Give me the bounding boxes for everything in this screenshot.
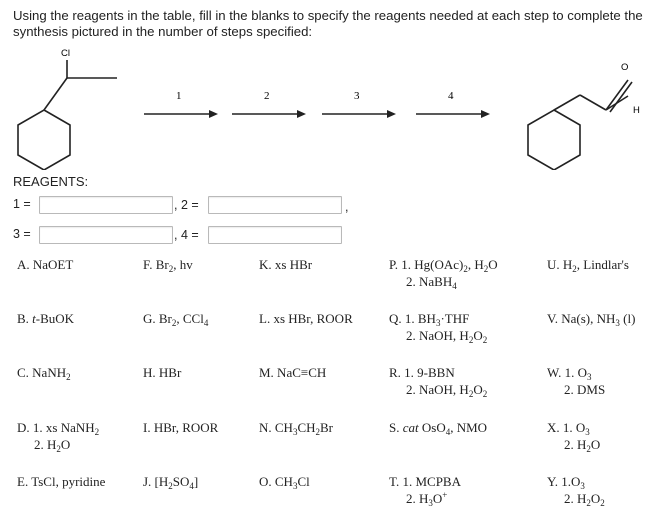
reagent-j: J. $[H_2SO_4]$	[143, 474, 199, 491]
reagent-s: S. cat OsO$_4$, NMO	[389, 420, 488, 437]
reagent-r: R. 1. 9-BBN 2. NaOH, $H_2O_2$	[389, 365, 488, 399]
blank-4-label: , 4 =	[174, 228, 199, 242]
reagent-m: M. NaC≡CH	[259, 365, 327, 380]
product	[528, 80, 632, 170]
reagent-t: T. 1. MCPBA 2. $H_3O^+$	[389, 474, 461, 508]
blank-3-input[interactable]	[39, 226, 173, 244]
oxygen-atom: O	[621, 62, 629, 73]
starting-material	[18, 60, 117, 170]
step-label-1: 1	[176, 90, 182, 102]
hydrogen-atom: H	[633, 105, 640, 116]
cyclohexane-ring-product	[528, 110, 580, 170]
reagent-f: F. $Br_2$, hv	[143, 257, 193, 274]
blank-1-label: 1 =	[13, 197, 31, 211]
reagent-o: O. $CH_3Cl$	[259, 474, 310, 491]
blank-2-input[interactable]	[208, 196, 342, 214]
reagent-b: B. t-BuOK	[17, 311, 75, 326]
blank-separator-comma: ,	[345, 200, 349, 214]
blank-3-label: 3 =	[13, 227, 31, 241]
reagent-e: E. TsCl, pyridine	[17, 474, 106, 489]
synthesis-scheme	[0, 40, 670, 170]
step-label-4: 4	[448, 90, 454, 102]
cyclohexane-ring-start	[18, 110, 70, 170]
reagent-c: C. NaNH$_2$	[17, 365, 71, 382]
reagent-v: V. Na(s), $NH_3$ (l)	[547, 311, 636, 328]
reagent-y: Y. $1.O_3$ 2. $H_2O_2$	[547, 474, 605, 508]
step-label-3: 3	[354, 90, 360, 102]
chlorine-atom: Cl	[61, 48, 70, 59]
question-text: Using the reagents in the table, fill in the blanks to specify the reagents needed at each step to complete the synthesis pictured in the number of steps specified:	[13, 8, 643, 39]
reagent-p: P. 1. $Hg(OAc)_2$, $H_2O$ 2. NaBH$_4$	[389, 257, 498, 291]
reagent-x: X. 1. $O_3$ 2. $H_2O$	[547, 420, 601, 454]
arrow-head-2	[297, 110, 306, 118]
arrow-head-4	[481, 110, 490, 118]
reagent-q: Q. 1. $BH_3\cdot THF$ 2. NaOH, $H_2O_2$	[389, 311, 488, 345]
reagent-l: L. xs HBr, ROOR	[259, 311, 353, 326]
reagent-i: I. HBr, ROOR	[143, 420, 219, 435]
reagent-u: U. $H_2$, Lindlar's	[547, 257, 629, 274]
blank-2-label: , 2 =	[174, 198, 199, 212]
reagent-d: D. 1. xs NaNH$_2$ 2. $H_2O$	[17, 420, 100, 454]
reagents-title: REAGENTS:	[13, 174, 89, 189]
reagent-g: G. $Br_2$, CCl$_4$	[143, 311, 209, 328]
arrow-head-3	[387, 110, 396, 118]
reagent-k: K. xs HBr	[259, 257, 313, 272]
blank-4-input[interactable]	[208, 226, 342, 244]
arrow-head-1	[209, 110, 218, 118]
reagent-n: N. $CH_3CH_2Br$	[259, 420, 334, 437]
reagent-h: H. HBr	[143, 365, 182, 380]
reagent-a: A. NaOET	[17, 257, 74, 272]
reaction-arrows	[144, 110, 490, 118]
step-label-2: 2	[264, 90, 270, 102]
reagent-w: W. 1. $O_3$ 2. DMS	[547, 365, 606, 397]
blank-1-input[interactable]	[39, 196, 173, 214]
